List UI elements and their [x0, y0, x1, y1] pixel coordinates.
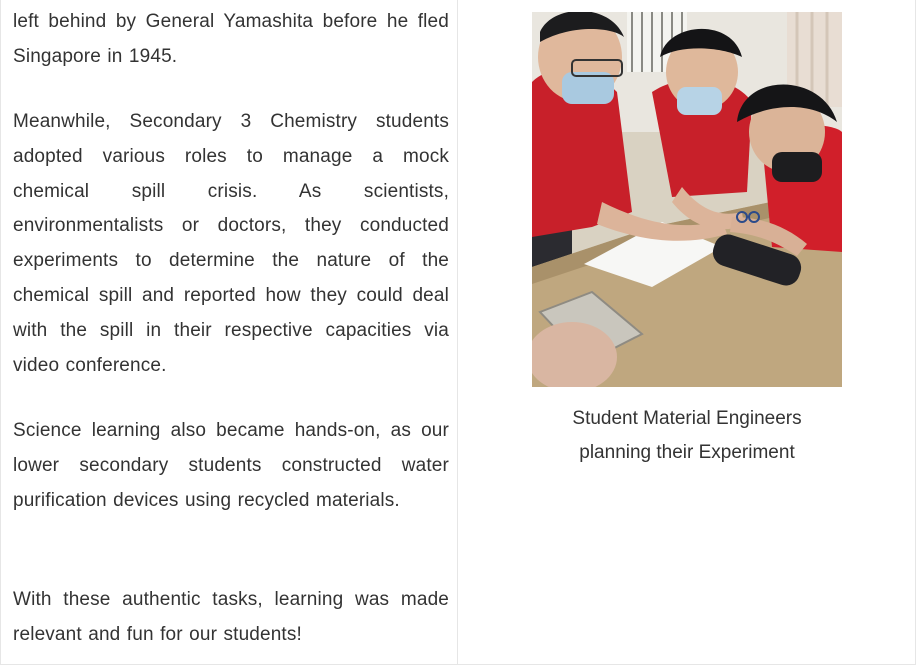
caption-line-1: Student Material Engineers	[572, 408, 802, 429]
student-photo	[532, 12, 842, 387]
text-column	[0, 0, 458, 664]
caption-line-2: planning their Experiment	[579, 442, 795, 463]
paragraph-science-learning: Science learning also became hands-on, as our lower secondary students constructed water purification devices using recycled materials.	[13, 420, 449, 511]
paragraph-chemistry: Meanwhile, Secondary 3 Chemistry students adopted various roles to manage a mock chemical spill crisis. As scientists, environmentalists or doctors, they conducted experiments to determine the nature of the chemical spill and reported how they could deal with the spill in their respective capacities via video conference.	[13, 111, 449, 376]
paragraph-conclusion: With these authentic tasks, learning was made relevant and fun for our students!	[13, 589, 449, 645]
table-row-divider	[0, 664, 916, 672]
photo-caption	[487, 402, 887, 470]
paragraph-intro-continuation: left behind by General Yamashita before he fled Singapore in 1945.	[13, 11, 449, 67]
